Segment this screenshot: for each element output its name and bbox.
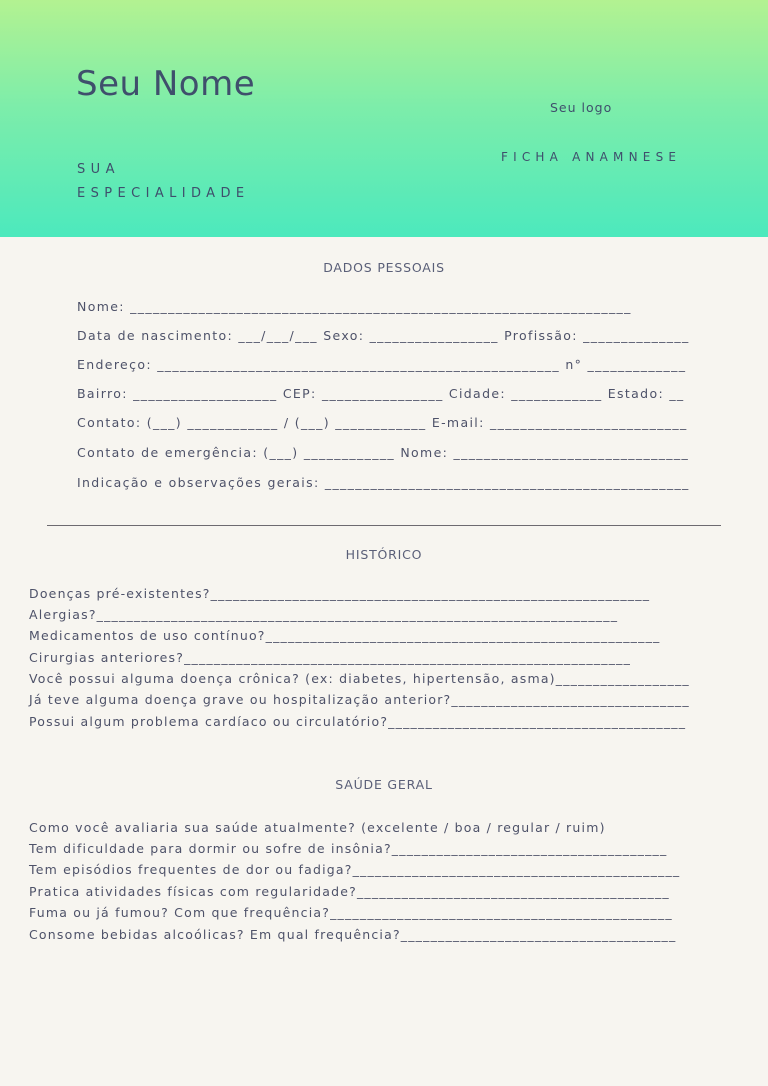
field-contact-email[interactable]: Contato: (___) ____________ / (___) ____________ E-mail: __________________________ — [77, 415, 688, 430]
section-title-personal: DADOS PESSOAIS — [323, 260, 445, 275]
header-banner — [0, 0, 768, 237]
history-item[interactable]: Possui algum problema cardíaco ou circulatório?________________________________________ — [29, 714, 687, 729]
specialty — [77, 158, 250, 206]
professional-name: Seu Nome — [76, 64, 256, 104]
health-item[interactable]: Como você avaliaria sua saúde atualmente? (excelente / boa / regular / ruim) — [29, 820, 606, 835]
history-item[interactable]: Doenças pré-existentes?___________________________________________________________ — [29, 586, 651, 601]
section-title-health: SAÚDE GERAL — [335, 777, 433, 792]
document-title: FICHA ANAMNESE — [501, 150, 682, 164]
history-item[interactable]: Você possui alguma doença crônica? (ex: diabetes, hipertensão, asma)__________________ — [29, 671, 690, 686]
health-item[interactable]: Pratica atividades físicas com regularidade?__________________________________________ — [29, 884, 670, 899]
specialty-line-1: SUA — [77, 162, 120, 177]
specialty-line-2: ESPECIALIDADE — [77, 186, 250, 201]
field-name[interactable]: Nome: __________________________________________________________________ — [77, 299, 632, 314]
history-item[interactable]: Já teve alguma doença grave ou hospitalização anterior?________________________________ — [29, 692, 690, 707]
health-item[interactable]: Tem dificuldade para dormir ou sofre de insônia?_____________________________________ — [29, 841, 668, 856]
section-divider — [47, 525, 721, 526]
history-item[interactable]: Cirurgias anteriores?____________________________________________________________ — [29, 650, 632, 665]
history-item[interactable]: Medicamentos de uso contínuo?_____________________________________________________ — [29, 628, 661, 643]
field-emergency-contact[interactable]: Contato de emergência: (___) ____________ Nome: _______________________________ — [77, 445, 690, 460]
field-birth-sex-profession[interactable]: Data de nascimento: ___/___/___ Sexo: _________________ Profissão: ______________ — [77, 328, 690, 343]
health-item[interactable]: Fuma ou já fumou? Com que frequência?______________________________________________ — [29, 905, 673, 920]
field-neighborhood-cep-city-state[interactable]: Bairro: ___________________ CEP: ________________ Cidade: ____________ Estado: __ — [77, 386, 685, 401]
health-item[interactable]: Tem episódios frequentes de dor ou fadiga?____________________________________________ — [29, 862, 681, 877]
logo-placeholder: Seu logo — [550, 100, 613, 115]
field-address[interactable]: Endereço: _____________________________________________________ n° _____________ — [77, 357, 687, 372]
history-item[interactable]: Alergias?______________________________________________________________________ — [29, 607, 619, 622]
section-title-history: HISTÓRICO — [345, 547, 423, 562]
field-observations[interactable]: Indicação e observações gerais: ________________________________________________ — [77, 475, 690, 490]
health-item[interactable]: Consome bebidas alcoólicas? Em qual frequência?_____________________________________ — [29, 927, 677, 942]
